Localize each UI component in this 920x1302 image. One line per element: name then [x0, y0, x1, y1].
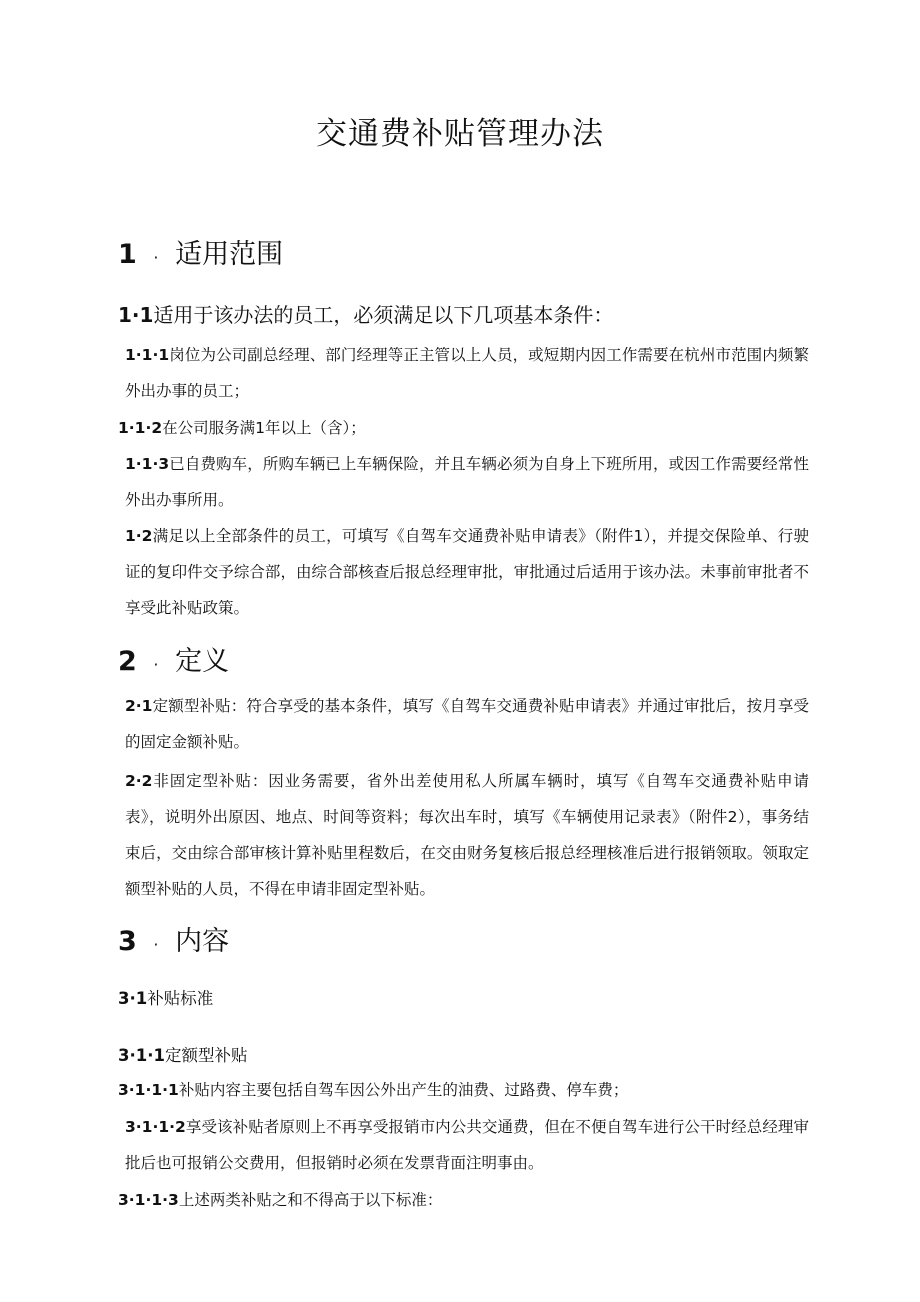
clause-number: 1·1·1	[125, 346, 170, 364]
clause-number: 1·1·3	[125, 455, 170, 473]
section-number: 3	[118, 926, 137, 957]
clause-number: 3·1·1·3	[118, 1191, 179, 1209]
section-label: 定义	[175, 646, 230, 677]
clause-2-2	[118, 763, 809, 907]
clause-text: 定额型补贴	[164, 1046, 248, 1065]
clause-text: 适用于该办法的员工，必须满足以下几项基本条件：	[153, 303, 614, 327]
clause-text: 非固定型补贴：因业务需要，省外出差使用私人所属车辆时，填写《自驾车交通费补贴申请表》，说明外出原因、地点、时间等资料；每次出车时，填写《车辆使用记录表》（附件2），事务结束后，交由综合部审核计算补贴里程数后，在交由财务复核后报总经理核准后进行报销领取。领取定额型补贴的人员，不得在申请非固定型补贴。	[125, 772, 809, 898]
section-2-heading	[118, 639, 229, 678]
section-3-heading	[118, 919, 229, 958]
clause-1-2	[118, 518, 809, 626]
clause-number: 2·2	[125, 772, 153, 790]
clause-number: 3·1	[118, 989, 148, 1008]
clause-text: 岗位为公司副总经理、部门经理等正主管以上人员，或短期内因工作需要在杭州市范围内频繁外出办事的员工；	[125, 346, 809, 400]
clause-3-1	[118, 985, 213, 1009]
clause-number: 2·1	[125, 697, 153, 715]
clause-number: 1·1·2	[118, 419, 163, 437]
section-separator: ·	[153, 935, 159, 954]
clause-text: 已自费购车，所购车辆已上车辆保险，并且车辆必须为自身上下班所用，或因工作需要经常性外出办事所用。	[125, 455, 809, 509]
clause-text: 补贴标准	[147, 989, 214, 1008]
clause-text: 上述两类补贴之和不得高于以下标准：	[178, 1191, 443, 1209]
clause-1-1-3	[118, 446, 809, 518]
clause-1-1-1	[118, 337, 809, 409]
section-number: 1	[118, 239, 137, 270]
section-separator: ·	[153, 248, 159, 267]
clause-text: 在公司服务满1年以上（含）；	[162, 419, 366, 437]
section-label: 内容	[175, 926, 230, 957]
clause-3-1-1	[118, 1042, 247, 1066]
clause-text: 定额型补贴：符合享受的基本条件，填写《自驾车交通费补贴申请表》并通过审批后，按月享受的固定金额补贴。	[125, 697, 809, 751]
clause-number: 3·1·1	[118, 1046, 165, 1065]
section-label: 适用范围	[175, 239, 284, 270]
clause-number: 1·1	[118, 303, 154, 327]
clause-number: 3·1·1·2	[125, 1118, 186, 1136]
clause-1-1	[118, 299, 613, 328]
section-1-heading	[118, 232, 283, 271]
clause-number: 1·2	[125, 527, 153, 545]
section-number: 2	[118, 646, 137, 677]
clause-text: 补贴内容主要包括自驾车因公外出产生的油费、过路费、停车费；	[178, 1081, 629, 1099]
clause-number: 3·1·1·1	[118, 1081, 179, 1099]
clause-3-1-1-3	[118, 1182, 802, 1218]
section-separator: ·	[153, 655, 159, 674]
clause-1-1-2	[118, 410, 802, 446]
clause-3-1-1-1	[118, 1072, 802, 1108]
clause-2-1	[118, 688, 809, 760]
clause-text: 满足以上全部条件的员工，可填写《自驾车交通费补贴申请表》（附件1），并提交保险单、行驶证的复印件交予综合部，由综合部核查后报总经理审批，审批通过后适用于该办法。未事前审批者不享受此补贴政策。	[125, 527, 809, 617]
document-title: 交通费补贴管理办法	[316, 116, 604, 152]
clause-text: 享受该补贴者原则上不再享受报销市内公共交通费，但在不便自驾车进行公干时经总经理审批后也可报销公交费用，但报销时必须在发票背面注明事由。	[125, 1118, 809, 1172]
clause-3-1-1-2	[118, 1109, 809, 1181]
